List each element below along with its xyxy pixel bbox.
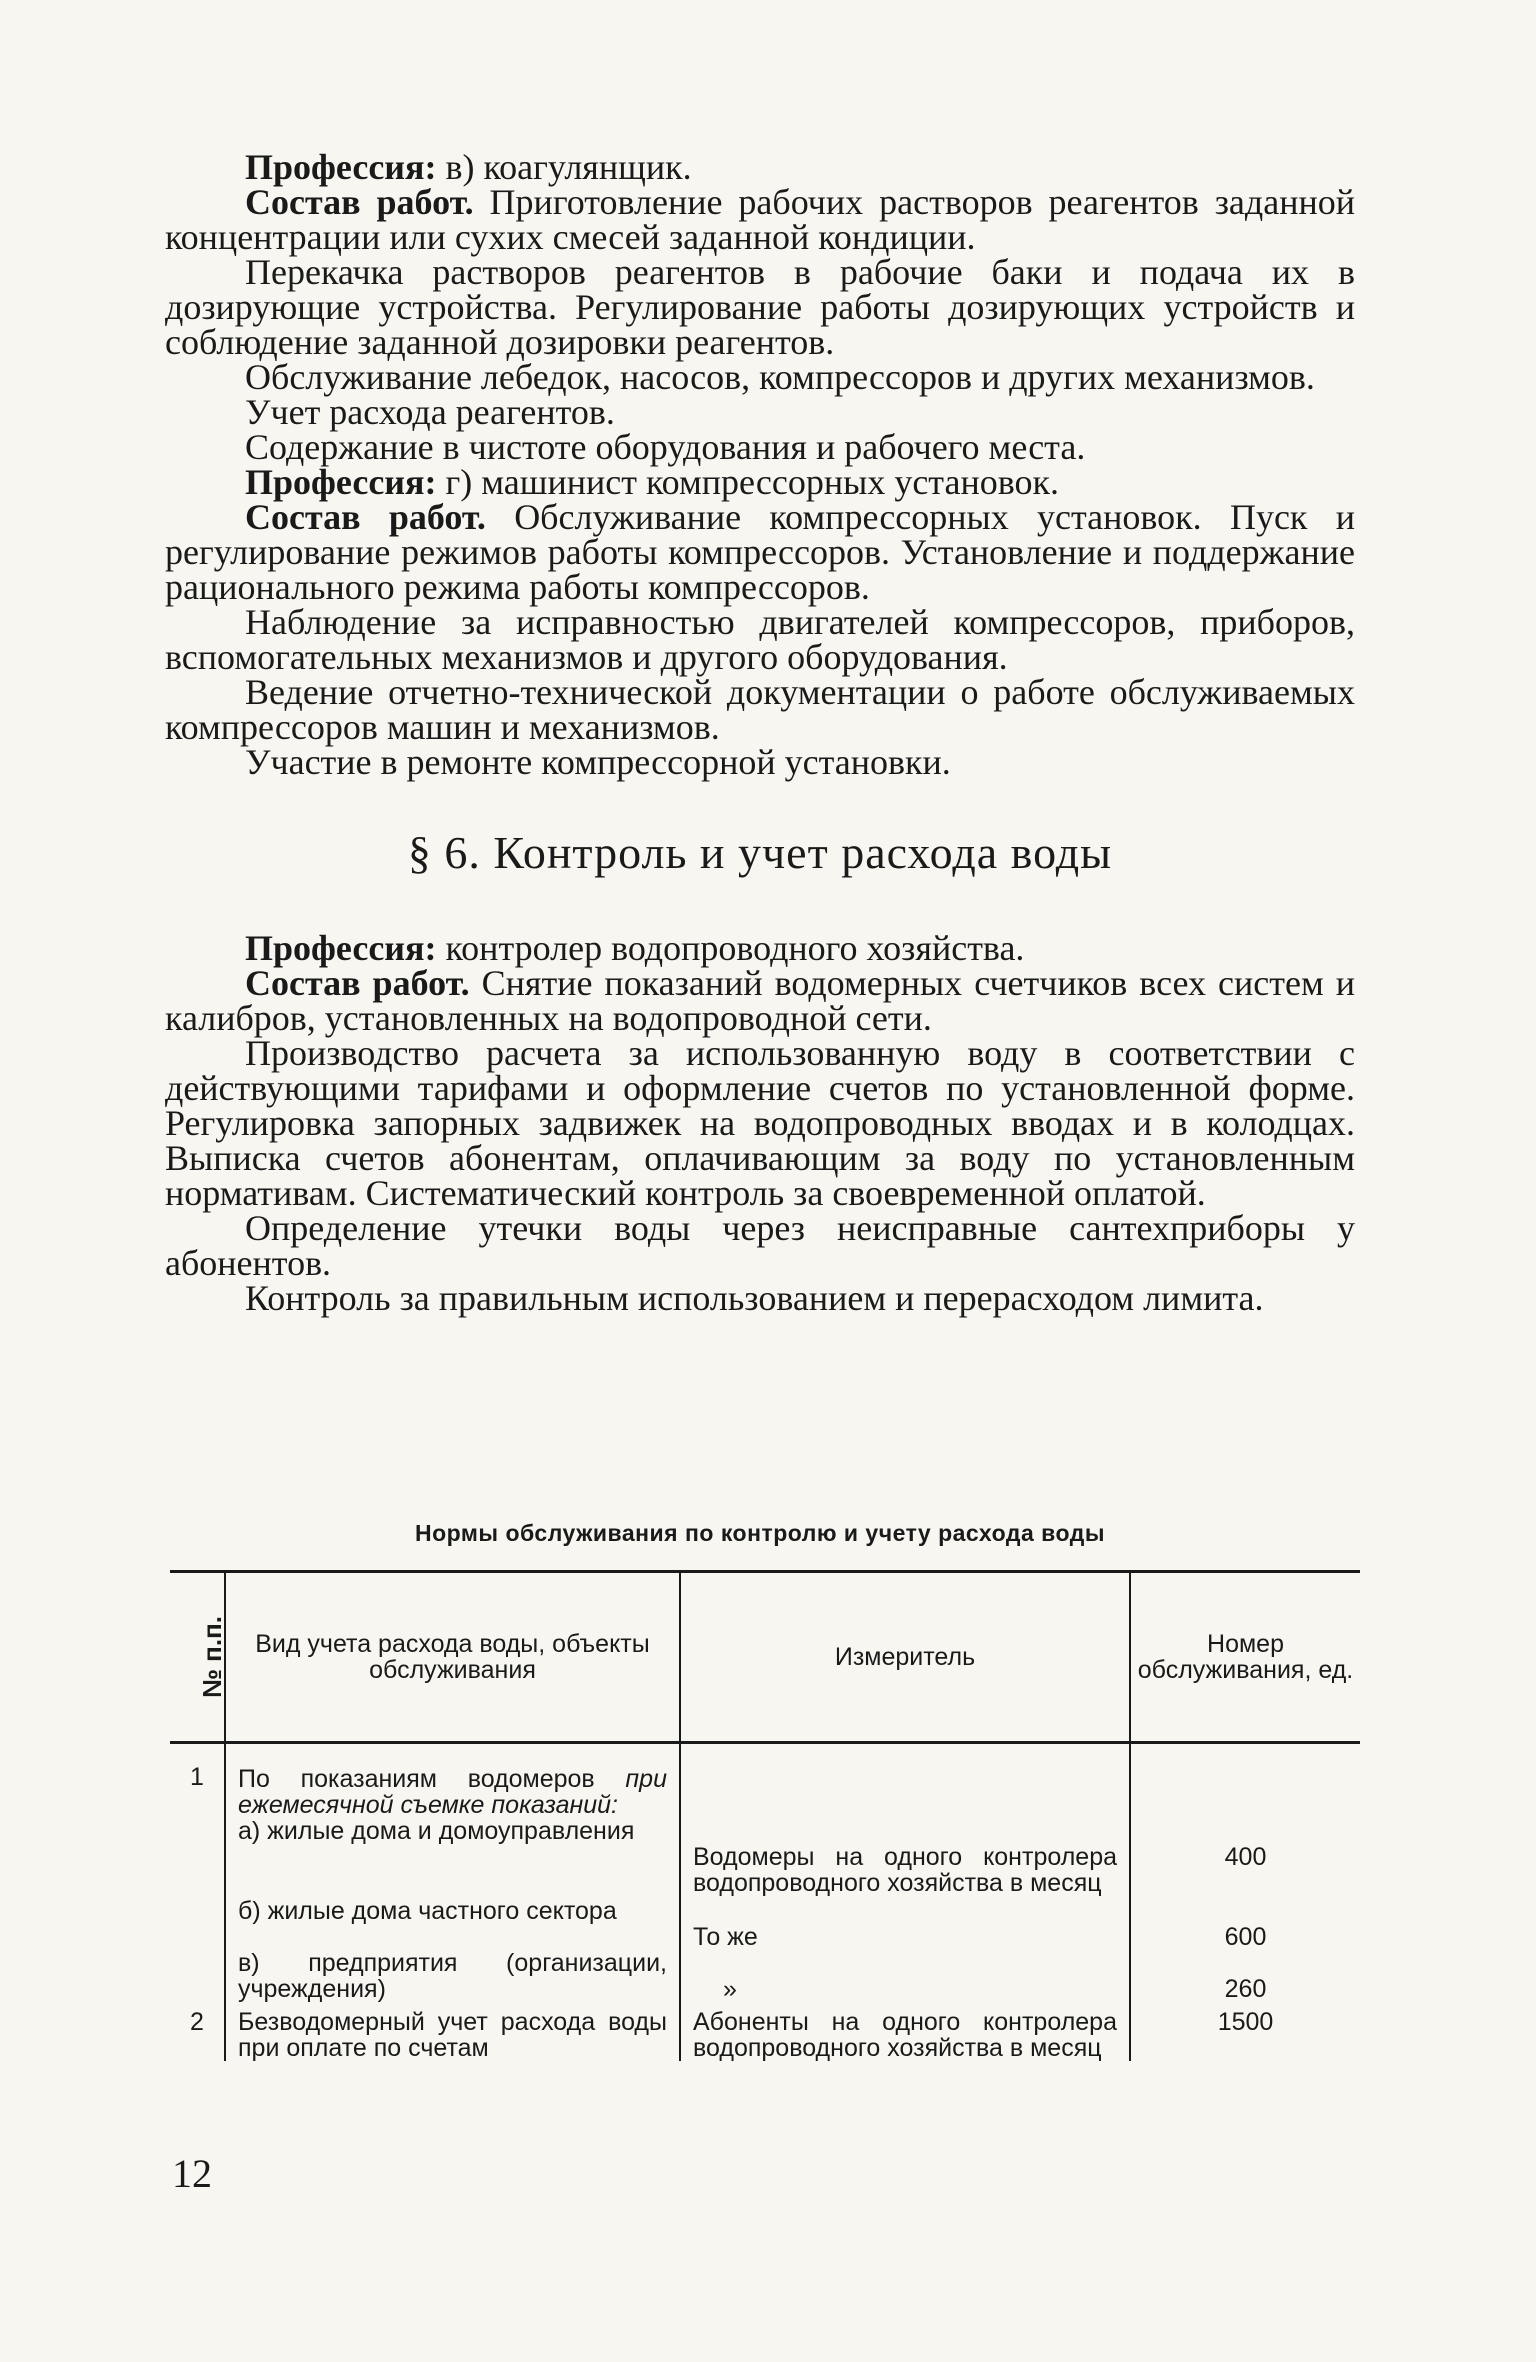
work-text: Приготовление рабочих растворов реагентов заданной концентрации или сухих смесей заданной кондиции. bbox=[165, 182, 1356, 257]
profession-text: в) коагулянщик. bbox=[436, 147, 692, 187]
work-label: Состав работ. bbox=[245, 963, 470, 1003]
page-body bbox=[165, 147, 1356, 1318]
table-row bbox=[170, 1743, 1360, 2004]
row-num: 2 bbox=[190, 2008, 204, 2036]
section-title: § 6. Контроль и учет расхода воды bbox=[407, 827, 1113, 878]
paragraph: Контроль за правильным использованием и перерасходом лимита. bbox=[245, 1278, 1264, 1318]
work-composition-e bbox=[165, 963, 1356, 1038]
header-measure: Измеритель bbox=[680, 1572, 1130, 1743]
row-item-c: в) предприятия (организации, учреждения) bbox=[238, 1949, 667, 2003]
paragraph: Обслуживание лебедок, насосов, компрессоров и других механизмов. bbox=[245, 357, 1315, 397]
profession-c-line bbox=[165, 147, 1355, 187]
profession-text: контролер водопроводного хозяйства. bbox=[436, 928, 1025, 968]
row-kind: Безводомерный учет расхода воды при оплате по счетам bbox=[225, 2003, 680, 2061]
profession-text: г) машинист компрессорных установок. bbox=[436, 462, 1059, 502]
work-composition-d bbox=[165, 497, 1355, 607]
paragraph: Перекачка растворов реагентов в рабочие баки и подача их в дозирующие устройства. Регулирование работы дозирующих устройств и соблюдение заданной дозировки реагентов. bbox=[165, 252, 1355, 362]
row-item-b: б) жилые дома частного сектора bbox=[238, 1897, 617, 1925]
row-intro-a: По показаниям водомеров bbox=[238, 1765, 626, 1793]
row-item-a: а) жилые дома и домоуправления bbox=[238, 1817, 635, 1845]
profession-label: Профессия: bbox=[245, 928, 437, 968]
profession-label: Профессия: bbox=[245, 147, 437, 187]
row-kind bbox=[225, 1743, 680, 2004]
work-label: Состав работ. bbox=[245, 182, 474, 222]
row-measure-c: » bbox=[723, 1975, 737, 2003]
row-intro-b: при ежемесячной съемке показаний: bbox=[238, 1765, 667, 1819]
row-measure-a: Водомеры на одного контролера водопроводного хозяйства в месяц bbox=[693, 1843, 1117, 1897]
profession-label: Профессия: bbox=[245, 462, 437, 502]
profession-d-line bbox=[165, 462, 1355, 502]
table-title: Нормы обслуживания по контролю и учету расхода воды bbox=[415, 1520, 1105, 1546]
paragraph: Наблюдение за исправностью двигателей компрессоров, приборов, вспомогательных механизмов и другого оборудования. bbox=[165, 602, 1355, 677]
paragraph: Ведение отчетно-технической документации о работе обслуживаемых компрессоров машин и механизмов. bbox=[165, 672, 1355, 747]
row-norm-c: 260 bbox=[1224, 1975, 1267, 2003]
profession-e-line bbox=[165, 928, 1355, 968]
paragraph: Учет расхода реагентов. bbox=[245, 392, 615, 432]
work-composition-c bbox=[165, 182, 1356, 257]
work-text: Снятие показаний водомерных счетчиков всех систем и калибров, установленных на водопроводной сети. bbox=[165, 963, 1356, 1038]
row-norm-b: 600 bbox=[1224, 1923, 1267, 1951]
page-number: 12 bbox=[172, 2151, 212, 2196]
row-measure-b: То же bbox=[693, 1923, 758, 1951]
paragraph: Определение утечки воды через неисправные сантехприборы у абонентов. bbox=[165, 1208, 1355, 1283]
header-num-label: № п.п. bbox=[197, 1615, 228, 1698]
row-measure: Абоненты на одного контролера водопроводного хозяйства в месяц bbox=[680, 2003, 1130, 2061]
row-num: 1 bbox=[190, 1763, 204, 1791]
paragraph: Участие в ремонте компрессорной установки. bbox=[245, 742, 951, 782]
table-row bbox=[170, 2003, 1360, 2061]
row-norm-a: 400 bbox=[1224, 1843, 1267, 1871]
table-header-row bbox=[170, 1572, 1360, 1743]
row-intro bbox=[238, 1766, 667, 1818]
paragraph: Производство расчета за использованную воду в соответствии с действующими тарифами и оформление счетов по установленной форме. Регулировка запорных задвижек на водопроводных вводах и в колодцах. Выписка счетов абонентам, оплачивающим за воду по установленным нормативам. Систематический контроль за своевременной оплатой. bbox=[165, 1033, 1355, 1213]
header-norm: Номер обслуживания, ед. bbox=[1130, 1572, 1360, 1743]
row-norm: 1500 bbox=[1130, 2003, 1360, 2061]
work-label: Состав работ. bbox=[245, 497, 486, 537]
header-num bbox=[170, 1572, 228, 1743]
row-measure bbox=[680, 1743, 1130, 2004]
norms-table bbox=[170, 1570, 1360, 2061]
header-kind: Вид учета расхода воды, объекты обслуживания bbox=[225, 1572, 680, 1743]
paragraph: Содержание в чистоте оборудования и рабочего места. bbox=[245, 427, 1086, 467]
row-norm bbox=[1130, 1743, 1360, 2004]
work-text: Обслуживание компрессорных установок. Пуск и регулирование режимов работы компрессоров. Установление и поддержание рационального режима работы компрессоров. bbox=[165, 497, 1355, 607]
